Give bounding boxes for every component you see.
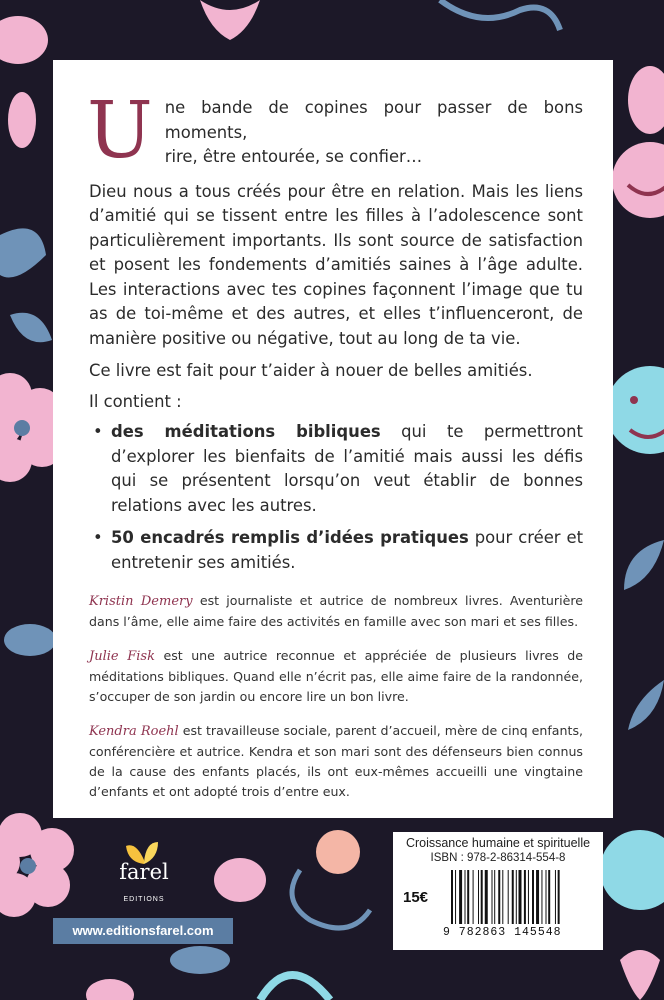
list-item-bold: 50 encadrés remplis d’idées pratiques	[111, 528, 469, 547]
isbn-label: ISBN : 978-2-86314-554-8	[430, 852, 566, 864]
author-bio	[89, 591, 583, 632]
blue-oval-shape	[4, 624, 56, 656]
pink-heart-shape	[620, 950, 660, 1000]
intro-paragraph: Dieu nous a tous créés pour être en relation. Mais les liens d’amitié qui se tissent entre les filles à l’adolescence sont particulièrement importants. Ils sont source de satisfaction et posent les fondements d’amitiés saines à l’âge adulte. Les interactions avec tes copines façonnent l’image que tu as de toi-même et des autres, et elles t’influenceront, de manière positive ou négative, tout au long de ta vie.	[89, 181, 583, 348]
list-item-text: pour créer et entretenir ses amitiés.	[111, 528, 583, 572]
blue-leaf-shape	[10, 313, 52, 342]
purpose-text: Ce livre est fait pour t’aider à nouer de belles amitiés.	[89, 361, 533, 380]
author-bio-text: est journaliste et autrice de nombreux livres. Aventurière dans l’âme, elle aime faire des activités en famille avec son mari et ses filles.	[89, 593, 583, 629]
pink-oval-shape	[8, 92, 36, 148]
back-cover-panel	[53, 60, 613, 818]
blue-swirl-shape	[292, 870, 370, 928]
author-bio	[89, 721, 583, 802]
pink-smiley-shape	[612, 142, 664, 218]
barcode-box	[393, 832, 603, 950]
blue-swirl-shape	[440, 0, 560, 30]
cyan-smiley-shape	[606, 366, 664, 454]
cyan-arc-shape	[260, 975, 330, 1000]
peach-circle-shape	[316, 830, 360, 874]
list-item	[89, 420, 583, 518]
pink-heart-shape	[200, 0, 260, 40]
author-name: Kristin Demery	[89, 594, 193, 609]
contains-label: Il contient :	[89, 391, 182, 411]
author-bio-text: est une autrice reconnue et appréciée de plusieurs livres de méditations bibliques. Quand elle n’écrit pas, elle aime faire de la randonnée, s’occuper de son jardin ou encore lire un bon livre.	[89, 648, 583, 704]
list-item-bold: des méditations bibliques	[111, 422, 381, 441]
pink-blob-shape	[86, 979, 134, 1000]
category-label: Croissance humaine et spirituelle	[405, 836, 591, 850]
blue-leaf-shape	[628, 680, 664, 730]
blue-leaf-shape	[624, 540, 664, 590]
cyan-smiley-shape	[600, 830, 664, 910]
publisher-logo	[116, 836, 172, 908]
pink-blob-shape	[214, 858, 266, 902]
blue-oval-shape	[170, 946, 230, 974]
pink-flower-shape	[0, 813, 74, 917]
pink-blob-shape	[628, 66, 664, 134]
author-name: Kendra Roehl	[89, 724, 179, 739]
author-name: Julie Fisk	[89, 649, 155, 664]
intro-line-1: ne bande de copines pour passer de bons moments,	[164, 98, 583, 142]
author-bio-text: est travailleuse sociale, parent d’accueil, mère de cinq enfants, conférencière et autrice. Kendra et son mari sont des défenseurs bien connus de la cause des enfants placés, ils ont eux-mêmes accueilli une vingtaine d’enfants et ont adopté trois d’entre eux.	[89, 723, 584, 799]
barcode-digits: 9 782863 145548	[443, 926, 562, 939]
publisher-sub: EDITIONS	[123, 896, 165, 903]
blue-leaf-shape	[0, 228, 46, 277]
publisher-name: farel	[119, 860, 169, 884]
publisher-url[interactable]: www.editionsfarel.com	[53, 918, 233, 944]
list-item-text: qui te permettront d’explorer les bienfaits de l’amitié mais aussi les défis qui se présentent lorsqu’on veut établir de bonnes relations avec les autres.	[111, 422, 583, 515]
dropcap-letter: U	[87, 86, 153, 176]
intro-text	[87, 86, 583, 351]
author-bio	[89, 646, 583, 707]
pink-blob-shape	[0, 16, 48, 64]
price-label: 15€	[403, 889, 429, 906]
contents-list	[89, 420, 583, 575]
barcode-icon	[451, 870, 591, 926]
list-item	[89, 526, 583, 575]
intro-line-2: rire, être entourée, se confier…	[164, 147, 423, 166]
